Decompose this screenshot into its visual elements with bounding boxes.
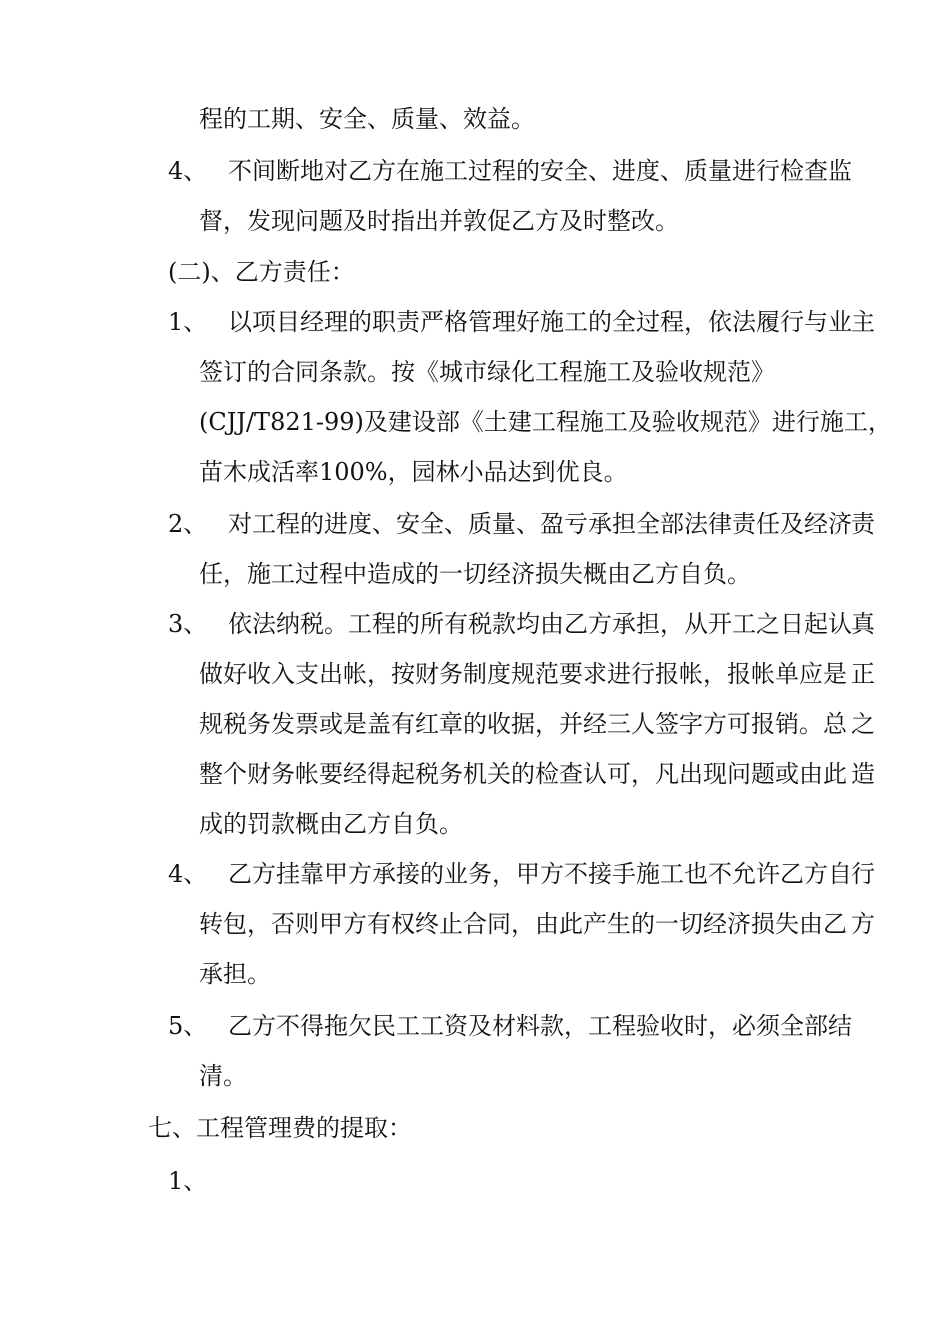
party-b-item-4-line-3: 承担。 xyxy=(199,960,271,988)
party-b-item-4-line-2: 转包，否则甲方有权终止合同，由此产生的一切经济损失由乙 xyxy=(199,910,847,938)
party-b-item-1-line-3: (CJJ/T821-99)及建设部《土建工程施工及验收规范》进行施工， xyxy=(199,408,892,436)
party-b-item-1-line-4: 苗木成活率100%，园林小品达到优良。 xyxy=(199,458,628,486)
party-b-item-1-line-2: 签订的合同条款。按《城市绿化工程施工及验收规范》 xyxy=(199,358,775,386)
party-b-item-4-number: 4、 xyxy=(168,860,208,888)
party-b-item-3-line-4-end: 造 xyxy=(851,760,875,788)
party-b-item-3-line-1: 依法纳税。工程的所有税款均由乙方承担，从开工之日起认 xyxy=(228,610,852,638)
party-b-item-3-line-4: 整个财务帐要经得起税务机关的检查认可，凡出现问题或由此 xyxy=(199,760,847,788)
management-fee-item-1-number: 1、 xyxy=(168,1167,208,1195)
party-b-item-3-line-5: 成的罚款概由乙方自负。 xyxy=(199,810,463,838)
section-party-b-heading: (二)、乙方责任： xyxy=(168,258,355,286)
party-a-item-3-continuation: 程的工期、安全、质量、效益。 xyxy=(199,105,535,133)
party-b-item-5-line-2: 清。 xyxy=(199,1062,247,1090)
party-b-item-2-line-1: 对工程的进度、安全、质量、盈亏承担全部法律责任及经济 xyxy=(228,510,852,538)
party-b-item-1-number: 1、 xyxy=(168,308,208,336)
party-a-item-4-line-1: 不间断地对乙方在施工过程的安全、进度、质量进行检查监 xyxy=(228,157,852,185)
party-b-item-4-line-2-end: 方 xyxy=(851,910,875,938)
party-b-item-1-line-1-end: 主 xyxy=(851,308,875,336)
party-b-item-1-line-1: 以项目经理的职责严格管理好施工的全过程，依法履行与业 xyxy=(228,308,852,336)
party-b-item-3-line-3: 规税务发票或是盖有红章的收据，并经三人签字方可报销。总 xyxy=(199,710,847,738)
party-b-item-2-line-1-end: 责 xyxy=(851,510,875,538)
party-b-item-5-line-1: 乙方不得拖欠民工工资及材料款，工程验收时，必须全部结 xyxy=(228,1012,852,1040)
party-b-item-4-line-1: 乙方挂靠甲方承接的业务，甲方不接手施工也不允许乙方自 xyxy=(228,860,852,888)
party-a-item-4-number: 4、 xyxy=(168,157,208,185)
party-b-item-3-line-3-end: 之 xyxy=(851,710,875,738)
party-b-item-5-number: 5、 xyxy=(168,1012,208,1040)
party-b-item-3-line-2-end: 正 xyxy=(851,660,875,688)
section-management-fee-heading: 七、工程管理费的提取： xyxy=(148,1114,412,1142)
party-b-item-3-line-1-end: 真 xyxy=(851,610,875,638)
party-b-item-3-number: 3、 xyxy=(168,610,208,638)
party-b-item-3-line-2: 做好收入支出帐，按财务制度规范要求进行报帐，报帐单应是 xyxy=(199,660,847,688)
party-b-item-2-number: 2、 xyxy=(168,510,208,538)
party-a-item-4-line-2: 督，发现问题及时指出并敦促乙方及时整改。 xyxy=(199,207,679,235)
party-b-item-4-line-1-end: 行 xyxy=(851,860,875,888)
party-b-item-2-line-2: 任，施工过程中造成的一切经济损失概由乙方自负。 xyxy=(199,560,751,588)
